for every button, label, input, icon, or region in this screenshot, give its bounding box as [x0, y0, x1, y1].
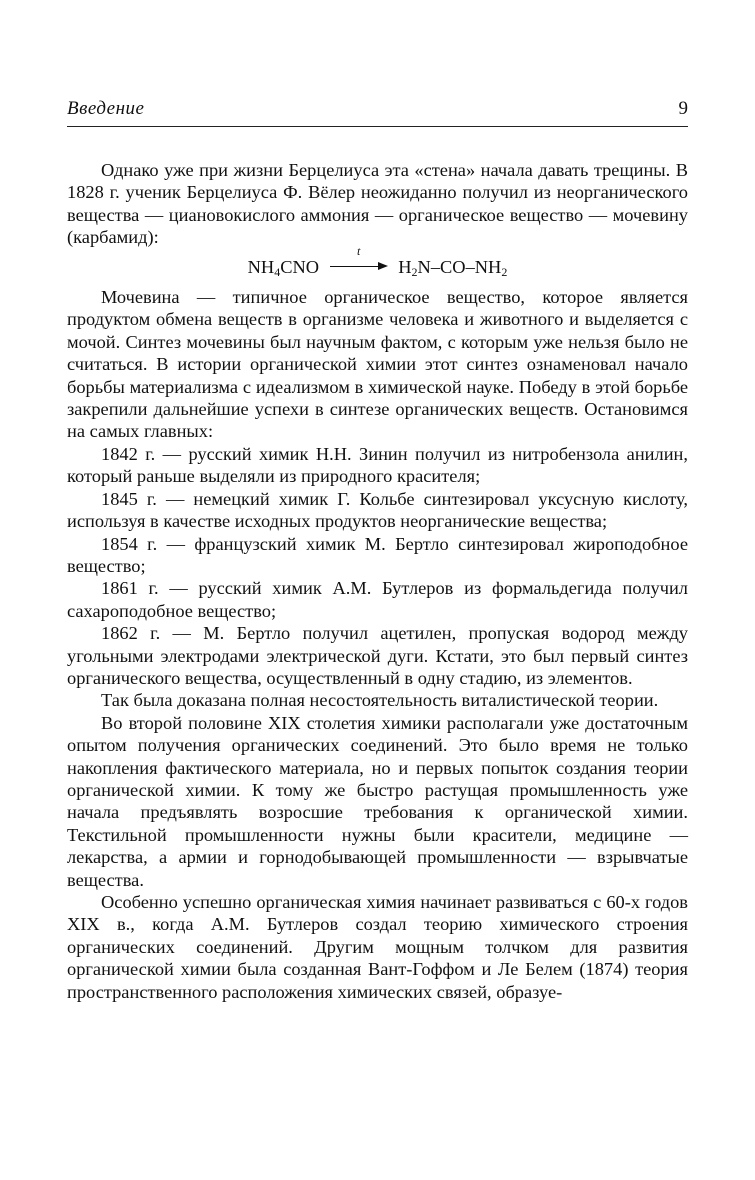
page-body: [67, 159, 688, 1003]
paragraph: Так была доказана полная несостоятельность виталистической теории.: [101, 690, 659, 711]
header-rule: [67, 126, 688, 127]
paragraph-1845: 1845 г. — немецкий химик Г. Кольбе синтезировал уксусную кислоту, используя в качестве исходных продуктов неорганические вещества;: [67, 488, 688, 532]
reaction-arrow-icon: [330, 243, 388, 271]
reactant-formula: $NH_4CNO$: [247, 256, 320, 279]
paragraph-1842: 1842 г. — русский химик Н.Н. Зинин получил из нитробензола анилин, который раньше выделяли из природного красителя;: [67, 443, 688, 487]
paragraph: Мочевина — типичное органическое вещество, которое является продуктом обмена веществ в организме человека и животного и выделяется с мочой. Синтез мочевины был научным фактом, с которым уже нельзя было не считаться. В истории органической химии этот синтез ознаменовал начало борьбы материализма с идеализмом в химической науке. Победу в этой борьбе закрепили дальнейшие успехи в синтезе органических веществ. Остановимся на самых главных:: [67, 287, 688, 442]
paragraph: Однако уже при жизни Берцелиуса эта «стена» начала давать трещины. В 1828 г. ученик Берцелиуса Ф. Вёлер неожиданно получил из неорганического вещества — циановокислого аммония — органическое вещество — мочевину (карбамид):: [67, 160, 688, 248]
running-head-title: Введение: [67, 98, 145, 119]
paragraph-1862: 1862 г. — М. Бертло получил ацетилен, пропуская водород между угольными электродами электрической дуги. Кстати, это был первый синтез органического вещества, осуществленный в одну стадию, из элементов.: [67, 623, 688, 688]
paragraph-1854: 1854 г. — французский химик М. Бертло синтезировал жироподобное вещество;: [67, 533, 688, 576]
product-formula: $H_2N-CO-NH_2$: [398, 256, 508, 279]
chemical-equation: [67, 243, 688, 279]
paragraph: Особенно успешно органическая химия начинает развиваться с 60-х годов XIX в., когда А.М. Бутлеров создал теорию химического строения органических соединений. Другим мощным толчком для развития органической химии была созданная Вант-Гоффом и Ле Белем (1874) теория пространственного расположения химических связей, образуе-: [67, 892, 688, 1002]
page-number: 9: [678, 98, 688, 119]
reaction-condition: t: [356, 243, 361, 258]
running-header: [67, 98, 688, 126]
paragraph: Во второй половине XIX столетия химики располагали уже достаточным опытом получения органических соединений. Это было время не только накопления фактического материала, но и первых попыток создания теории органической химии. К тому же быстро растущая промышленность уже начала предъявлять возросшие требования к органической химии. Текстильной промышленности нужны были красители, медицине — лекарства, а армии и горнодобывающей промышленности — взрывчатые вещества.: [67, 712, 688, 890]
paragraph-1861: 1861 г. — русский химик А.М. Бутлеров из формальдегида получил сахароподобное вещество;: [67, 578, 688, 621]
